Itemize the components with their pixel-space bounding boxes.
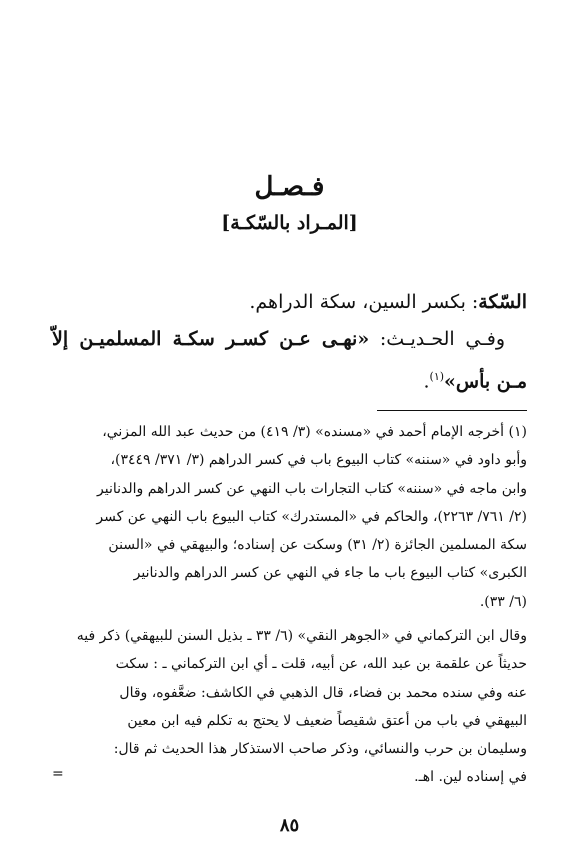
footnote-line: (٦/ ٣٣). [479,593,527,610]
footnote-line: (١) أخرجه الإمام أحمد في «مسنده» (٣/ ٤١٩) من حديث عبد الله المزني، [102,424,527,440]
footnote-line: وقال ابن التركماني في «الجوهر النقي» (٦/ ٣٣ ـ بذيل السنن للبيهقي) ذكر فيه [76,628,527,644]
footnote-commentary [47,622,527,792]
hadith-lead: وفـي الحـديـث: [369,328,505,350]
hadith-end: . [423,370,430,393]
footnote-1 [47,418,527,616]
footnote-line: الكبرى» كتاب البيوع باب ما جاء في النهي عن كسر الدراهم والدنانير [133,565,527,582]
footnote-line: عنه وفي سنده محمد بن فضاء، قال الذهبي في الكاشف: ضعَّفوه، وقال [119,684,527,701]
footnote-line: وسليمان بن حرب والنسائي، وذكر صاحب الاستذكار هذا الحديث ثم قال: [113,741,527,758]
definition-paragraph [52,283,527,321]
footnote-line: وأبو داود في «سننه» كتاب البيوع باب في كسر الدراهم (٣/ ٣٧١/ ٣٤٤٩)، [110,452,527,469]
footnote-line: سكة المسلمين الجائزة (٢/ ٣١) وسكت عن إسناده؛ والبيهقي في «السنن [108,537,527,554]
footnote-line: حديثاً عن علقمة بن عبد الله، عن أبيه، قلت ـ أي ابن التركماني ـ : سكت [115,656,527,673]
hadith-quote: «نهـى عـن كسـر سكـة المسلميـن إلاّ مـن بأس» [52,328,527,393]
footnote-separator [377,410,527,411]
continuation-mark: = [52,766,64,782]
footnote-line: (٢/ ٧٦١/ ٢٢٦٣)، والحاكم في «المستدرك» كتاب البيوع باب النهي عن كسر [96,508,527,525]
footnote-line: وابن ماجه في «سننه» كتاب التجارات باب النهي عن كسر الدراهم والدنانير [97,480,527,497]
page-number: ٨٥ [279,815,300,836]
hadith-paragraph [52,320,527,400]
section-title: فـصـل [254,172,325,202]
footnote-ref: (١) [429,370,445,383]
defined-term: السّكة [478,291,527,313]
footnote-line: في إسناده لين. اهـ. [414,769,527,786]
section-subtitle: [المـراد بالسّكـة] [221,212,358,234]
definition-text: : بكسر السين، سكة الدراهم. [249,291,479,313]
footnote-line: البيهقي في باب من أعتق شقيصاً ضعيف لا يحتج به تكلم فيه ابن معين [127,712,527,729]
